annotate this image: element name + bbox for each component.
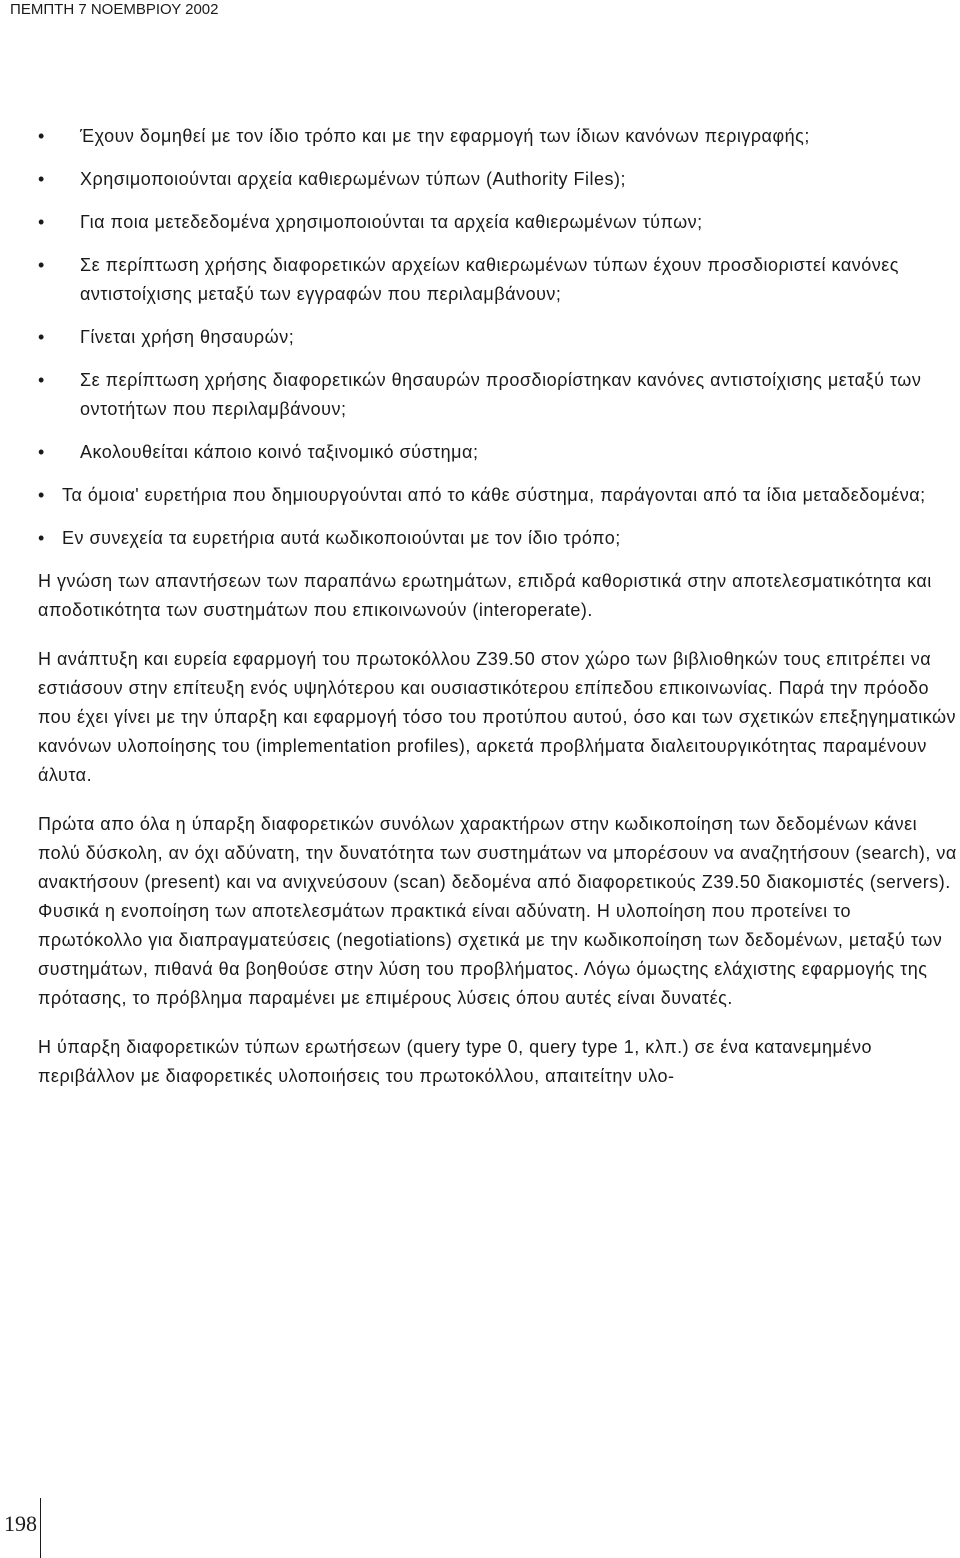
list-item: • Γίνεται χρήση θησαυρών;	[38, 323, 958, 352]
list-item: • Χρησιμοποιούνται αρχεία καθιερωμένων τύπων (Authority Files);	[38, 165, 958, 194]
list-item: • Ακολουθείται κάποιο κοινό ταξινομικό σύστημα;	[38, 438, 958, 467]
paragraph: Πρώτα απο όλα η ύπαρξη διαφορετικών συνόλων χαρακτήρων στην κωδικοποίηση των δεδομένων κάνει πολύ δύσκολη, αν όχι αδύνατη, την δυνατότητα των συστημάτων να μπορέσουν να αναζητήσουν (search), να ανακτήσουν (present) και να ανιχνεύσουν (scan) δεδομένα από διαφορετικούς Z39.50 διακομιστές (servers). Φυσικά η ενοποίηση των αποτελεσμάτων πρακτικά είναι αδύνατη. Η υλοποίηση που προτείνει το πρωτόκολλο για διαπραγματεύσεις (negotiations) σχετικά με την κωδικοποίηση των δεδομένων, μεταξύ των συστημάτων, πιθανά θα βοηθούσε στην λύση του προβλήματος. Λόγω όμωςτης ελάχιστης εφαρμογής της πρότασης, το πρόβλημα παραμένει με επιμέρους λύσεις όπου αυτές είναι δυνατές.	[38, 814, 957, 1008]
list-item: • Τα όμοια' ευρετήρια που δημιουργούνται από το κάθε σύστημα, παράγονται από τα ίδια μεταδεδομένα;	[38, 481, 958, 510]
page-header: ΠΕΜΠΤΗ 7 ΝΟΕΜΒΡΙΟΥ 2002	[10, 1, 219, 18]
list-item: • Σε περίπτωση χρήσης διαφορετικών αρχείων καθιερωμένων τύπων έχουν προσδιοριστεί κανόνες αντιστοίχισης μεταξύ των εγγραφών που περιλαμβάνουν;	[38, 251, 958, 309]
paragraph: Η ύπαρξη διαφορετικών τύπων ερωτήσεων (query type 0, query type 1, κλπ.) σε ένα κατανεμημένο περιβάλλον με διαφορετικές υλοποιήσεις του πρωτοκόλλου, απαιτείτην υλο-	[38, 1037, 872, 1086]
list-item: • Έχουν δομηθεί με τον ίδιο τρόπο και με την εφαρμογή των ίδιων κανόνων περιγραφής;	[38, 122, 958, 151]
list-item: • Εν συνεχεία τα ευρετήρια αυτά κωδικοποιούνται με τον ίδιο τρόπο;	[38, 524, 958, 553]
list-item: • Για ποια μετεδεδομένα χρησιμοποιούνται τα αρχεία καθιερωμένων τύπων;	[38, 208, 958, 237]
paragraph: Η γνώση των απαντήσεων των παραπάνω ερωτημάτων, επιδρά καθοριστικά στην αποτελεσματικότητα και αποδοτικότητα των συστημάτων που επικοινωνούν (interoperate).	[38, 571, 932, 620]
main-content	[38, 122, 958, 1111]
margin-rule	[40, 1498, 41, 1558]
page-number: 198	[4, 1511, 37, 1536]
list-item: • Σε περίπτωση χρήσης διαφορετικών θησαυρών προσδιορίστηκαν κανόνες αντιστοίχισης μεταξύ των οντοτήτων που περιλαμβάνουν;	[38, 366, 958, 424]
question-list	[38, 122, 958, 553]
paragraph: Η ανάπτυξη και ευρεία εφαρμογή του πρωτοκόλλου Z39.50 στον χώρο των βιβλιοθηκών τους επιτρέπει να εστιάσουν στην επίτευξη ενός υψηλότερου και ουσιαστικότερου επίπεδου επικοινωνίας. Παρά την πρόοδο που έχει γίνει με την ύπαρξη και εφαρμογή τόσο του προτύπου αυτού, όσο και των σχετικών επεξηγηματικών κανόνων υλοποίησης του (implementation profiles), αρκετά προβλήματα διαλειτουργικότητας παραμένουν άλυτα.	[38, 649, 957, 785]
